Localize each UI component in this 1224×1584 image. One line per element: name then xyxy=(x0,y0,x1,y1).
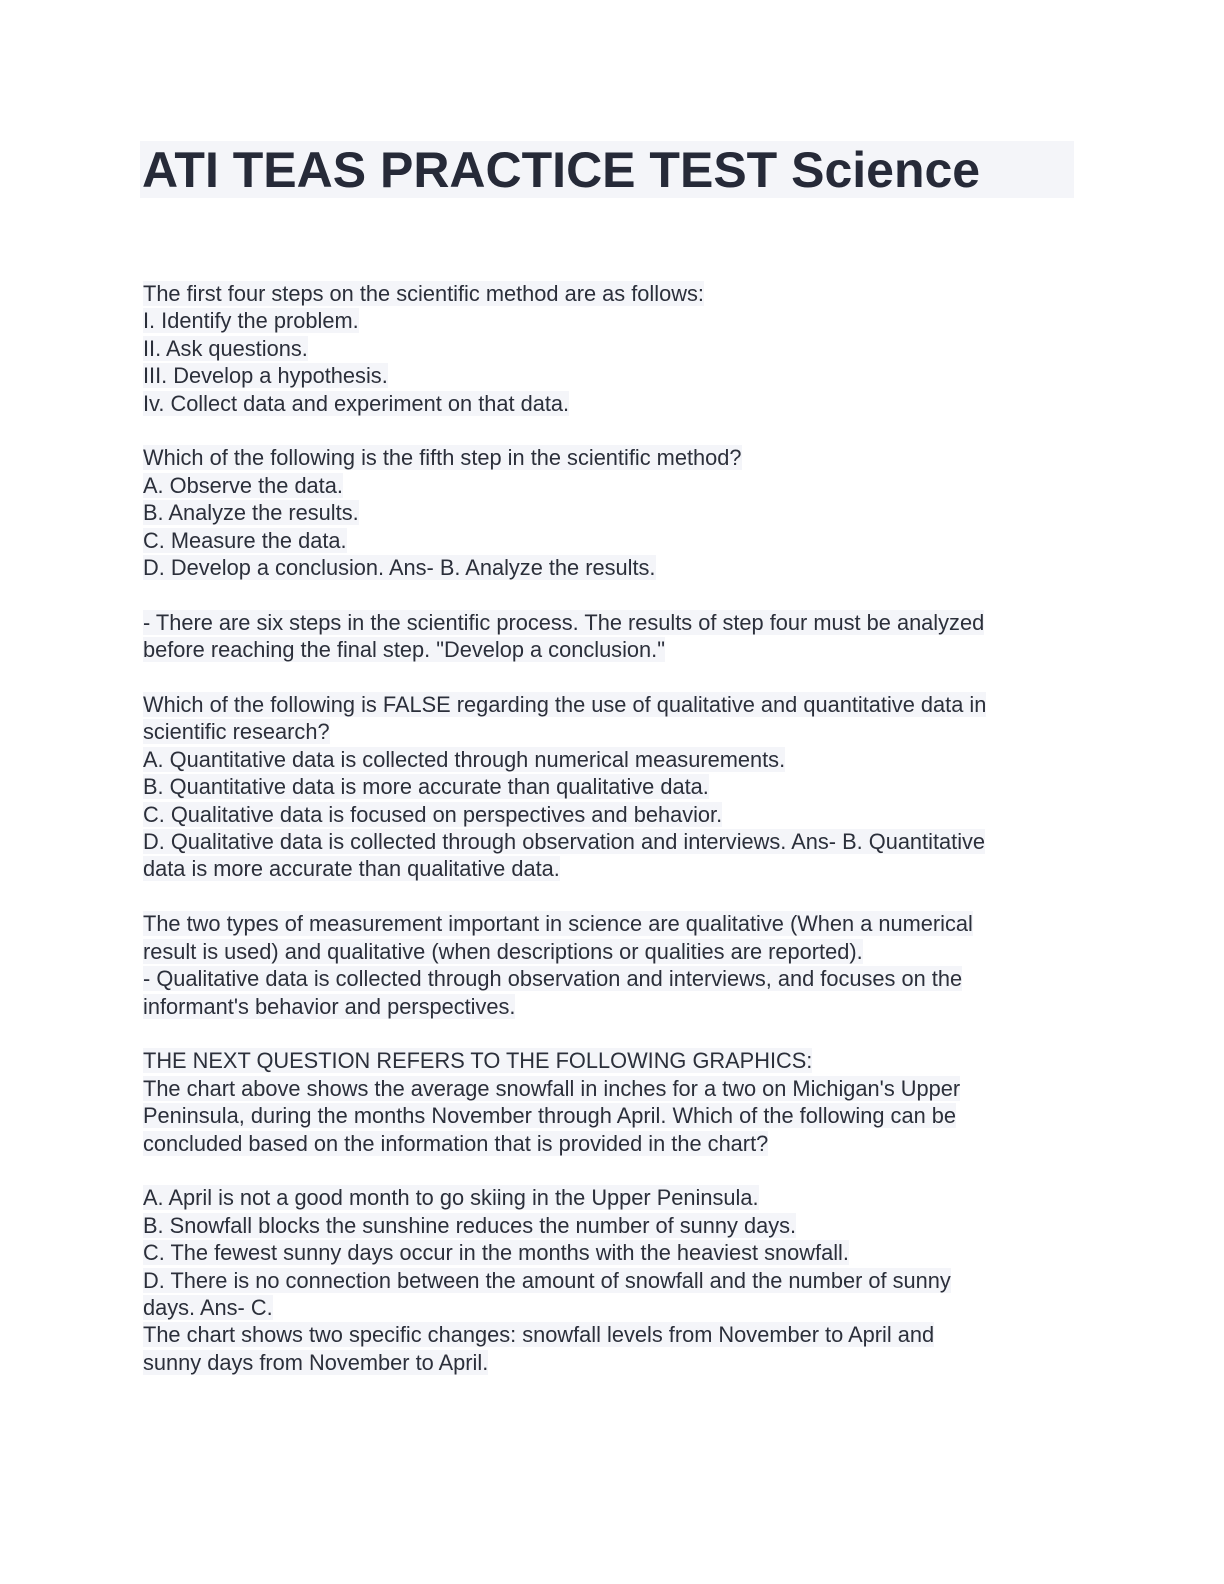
paragraph-gap xyxy=(143,417,1078,444)
answer-option: days. Ans- C. xyxy=(143,1294,273,1320)
text-line: III. Develop a hypothesis. xyxy=(143,363,388,389)
explanation-text: informant's behavior and perspectives. xyxy=(143,993,516,1019)
answer-option: B. Analyze the results. xyxy=(143,500,359,526)
question-text: Peninsula, during the months November through April. Which of the following can be xyxy=(143,1103,956,1129)
question-text: concluded based on the information that is provided in the chart? xyxy=(143,1130,769,1156)
paragraph-gap xyxy=(143,581,1078,608)
explanation-text: - There are six steps in the scientific process. The results of step four must be analyzed xyxy=(143,609,985,635)
answer-option: data is more accurate than qualitative data. xyxy=(143,856,560,882)
answer-option: C. The fewest sunny days occur in the months with the heaviest snowfall. xyxy=(143,1240,849,1266)
question-text: The chart above shows the average snowfall in inches for a two on Michigan's Upper xyxy=(143,1075,961,1101)
answer-option: A. Observe the data. xyxy=(143,472,343,498)
answer-option: A. April is not a good month to go skiing in the Upper Peninsula. xyxy=(143,1185,759,1211)
text-line: The first four steps on the scientific method are as follows: xyxy=(143,281,704,306)
paragraph-gap xyxy=(143,664,1078,691)
section-heading: THE NEXT QUESTION REFERS TO THE FOLLOWING GRAPHICS: xyxy=(143,1048,813,1074)
answer-option: C. Measure the data. xyxy=(143,527,347,553)
explanation-text: result is used) and qualitative (when descriptions or qualities are reported). xyxy=(143,938,863,964)
question-text: Which of the following is the fifth step in the scientific method? xyxy=(143,445,742,471)
question-text: scientific research? xyxy=(143,719,330,745)
document-body xyxy=(143,280,1078,1376)
page-title: ATI TEAS PRACTICE TEST Science xyxy=(142,142,981,198)
explanation-text: The two types of measurement important in science are qualitative (When a numerical xyxy=(143,911,973,937)
paragraph-gap xyxy=(143,1157,1078,1184)
answer-option: C. Qualitative data is focused on perspectives and behavior. xyxy=(143,801,723,827)
paragraph-gap xyxy=(143,883,1078,910)
answer-option: B. Quantitative data is more accurate than qualitative data. xyxy=(143,774,709,800)
answer-option: A. Quantitative data is collected through numerical measurements. xyxy=(143,746,786,772)
paragraph-gap xyxy=(143,1020,1078,1047)
answer-option: D. Qualitative data is collected through observation and interviews. Ans- B. Quantitative xyxy=(143,829,986,855)
text-line: I. Identify the problem. xyxy=(143,308,359,334)
explanation-text: sunny days from November to April. xyxy=(143,1349,489,1375)
answer-option: D. Develop a conclusion. Ans- B. Analyze the results. xyxy=(143,555,656,581)
explanation-text: The chart shows two specific changes: snowfall levels from November to April and xyxy=(143,1322,935,1348)
explanation-text: before reaching the final step. "Develop a conclusion." xyxy=(143,637,665,663)
question-text: Which of the following is FALSE regarding the use of qualitative and quantitative data in xyxy=(143,692,987,718)
answer-option: B. Snowfall blocks the sunshine reduces the number of sunny days. xyxy=(143,1212,797,1238)
answer-option: D. There is no connection between the amount of snowfall and the number of sunny xyxy=(143,1267,951,1293)
text-line: II. Ask questions. xyxy=(143,335,308,361)
text-line: Iv. Collect data and experiment on that data. xyxy=(143,390,570,416)
explanation-text: - Qualitative data is collected through observation and interviews, and focuses on the xyxy=(143,966,963,992)
